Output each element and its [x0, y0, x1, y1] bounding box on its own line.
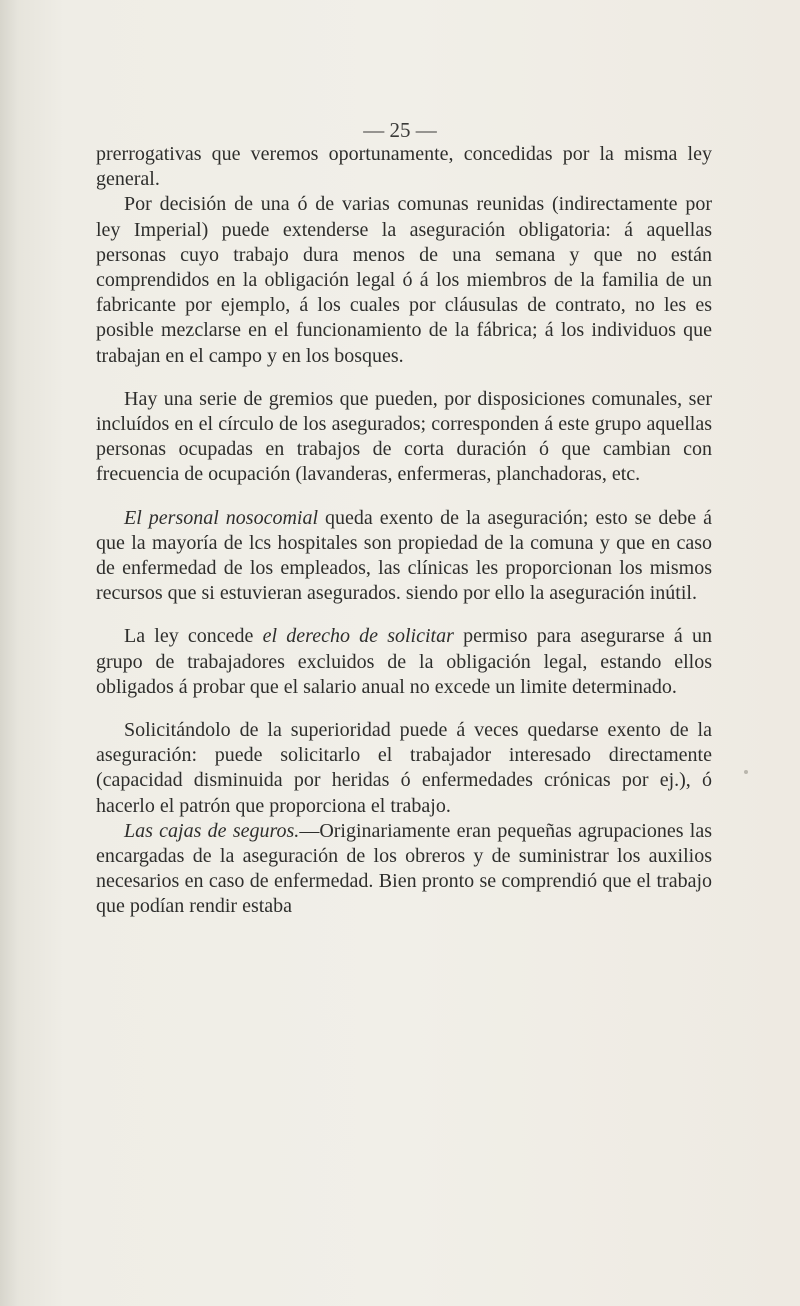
paragraph-4-text: queda exento de la aseguración; esto se debe á que la mayoría de lcs hospitales son propiedad de la comuna y que en caso de enfermedad de los empleados, las clínicas les proporcionan los mismos recursos que si estuvieran asegurados. siendo por ello la aseguración inútil. — [96, 506, 712, 605]
paragraph-3-text: Hay una serie de gremios que pueden, por disposiciones comunales, ser incluídos en el círculo de los asegurados; corresponden á este grupo aquellas personas ocupadas en trabajos de corta duración ó que cambian con frecuencia de ocupación (lavanderas, enfermeras, planchadoras, etc. — [96, 387, 712, 486]
paragraph-5 — [96, 624, 712, 700]
paragraph-7 — [96, 819, 712, 920]
paragraph-2 — [96, 192, 712, 368]
paragraph-5-italic-phrase: el derecho de solicitar — [262, 625, 454, 648]
paragraph-2-text: Por decisión de una ó de varias comunas reunidas (indirectamente por ley Imperial) puede extenderse la aseguración obligatoria: á aquellas personas cuyo trabajo dura menos de una semana y que no están comprendidos en la obligación legal ó á los miembros de la familia de un fabricante por ejemplo, á los cuales por cláusulas de contrato, no les es posible mezclarse en el funcionamiento de la fábrica; á los individuos que trabajan en el campo y en los bosques. — [96, 193, 712, 367]
paragraph-4 — [96, 506, 712, 607]
paragraph-5-text: permiso para asegurarse á un grupo de trabajadores excluidos de la obligación legal, estando ellos obligados á probar que el salario anual no excede un limite determinado. — [96, 625, 712, 698]
paragraph-4-italic-lead: El personal nosocomial — [124, 506, 318, 529]
paragraph-1 — [96, 142, 712, 192]
paragraph-7-italic-lead: Las cajas de seguros. — [124, 819, 300, 842]
paper-speck — [744, 770, 748, 774]
paragraph-5-lead: La ley concede — [124, 625, 263, 648]
page-binding-edge — [0, 0, 18, 1306]
page-body — [96, 142, 712, 920]
page-number: — 25 — — [363, 118, 437, 142]
paragraph-3 — [96, 387, 712, 488]
paragraph-1-text: prerrogativas que veremos oportunamente, concedidas por la misma ley general. — [96, 143, 712, 191]
paragraph-6 — [96, 718, 712, 819]
paragraph-7-text: —Originariamente eran pequeñas agrupaciones las encargadas de la aseguración de los obreros y de suministrar los auxilios necesarios en caso de enfermedad. Bien pronto se comprendió que el trabajo que podían rendir estaba — [96, 819, 713, 918]
paragraph-6-text: Solicitándolo de la superioridad puede á veces quedarse exento de la aseguración: puede solicitarlo el trabajador interesado directamente (capacidad disminuida por heridas ó enfermedades crónicas por ej.), ó hacerlo el patrón que proporciona el trabajo. — [96, 719, 712, 817]
